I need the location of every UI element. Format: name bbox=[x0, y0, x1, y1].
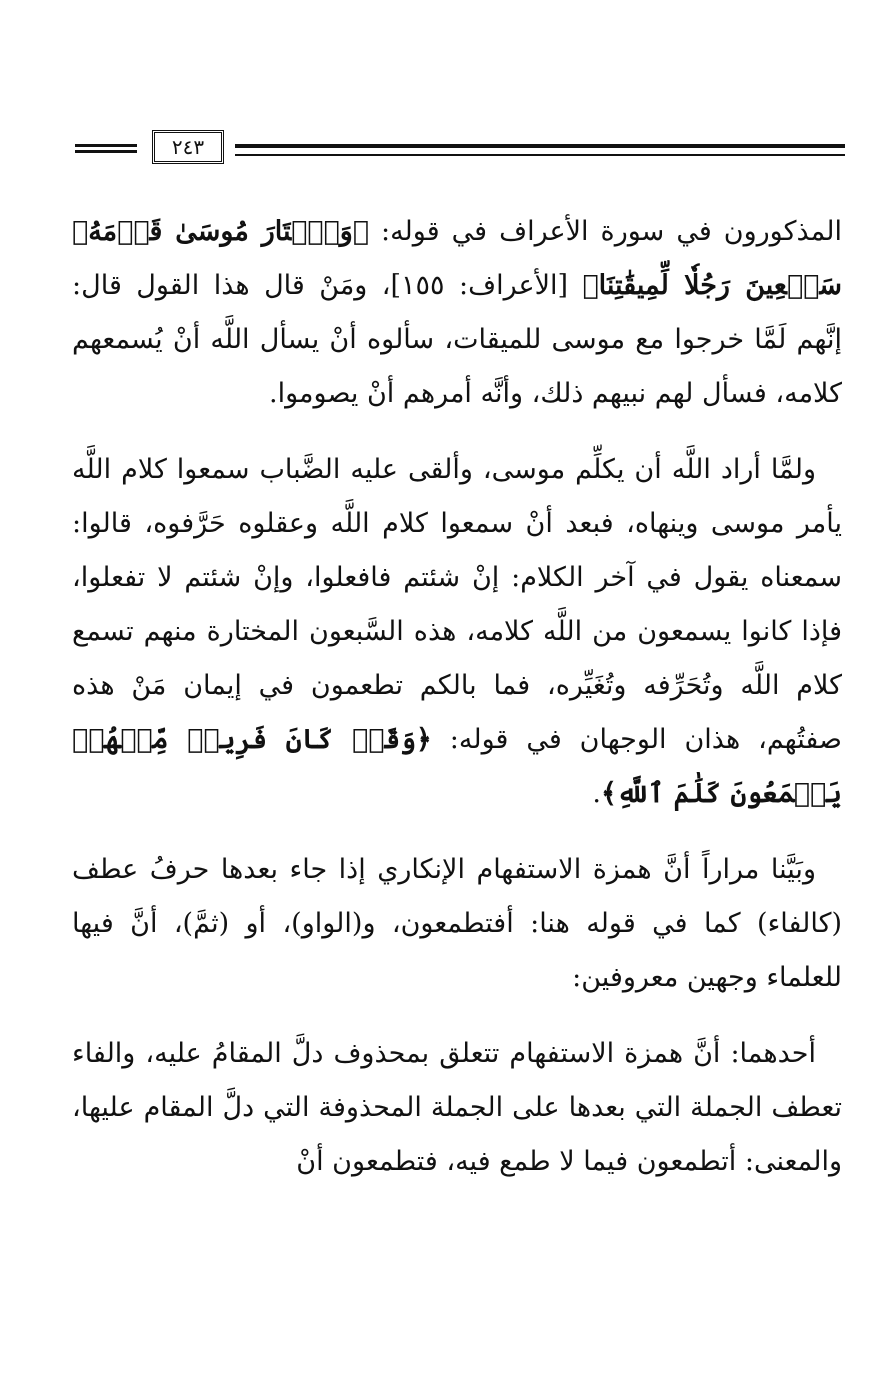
page-number: ٢٤٣ bbox=[171, 135, 205, 159]
quran-verse: ﴿وَقَدۡ كَانَ فَرِيقٞ مِّنۡهُمۡ يَسۡمَعُونَ كَلَٰمَ ٱللَّهِ﴾ bbox=[72, 724, 842, 809]
paragraph-4 bbox=[72, 1027, 842, 1189]
paragraph-text: . bbox=[592, 778, 601, 809]
paragraph-1 bbox=[72, 205, 842, 421]
quran-verse: ﴿وَٱخۡتَارَ مُوسَىٰ قَوۡمَهُۥ سَبۡعِينَ رَجُلٗا لِّمِيقَٰتِنَا﴾ bbox=[72, 216, 842, 301]
page-header bbox=[75, 128, 845, 168]
paragraph-text: ولمَّا أراد اللَّه أن يكلِّم موسى، وألقى عليه الضَّباب سمعوا كلام اللَّه يأمر موسى وينهاه، فبعد أنْ سمعوا كلام اللَّه وعقلوه حَرَّفوه، قالوا: سمعناه يقول في آخر الكلام: إنْ شئتم فافعلوا، وإنْ شئتم لا تفعلوا، فإذا كانوا يسمعون من اللَّه كلامه، هذه السَّبعون المختارة منهم تسمع كلام اللَّه وتُحَرِّفه وتُغَيِّره، فما بالكم تطعمون في إيمان مَنْ هذه صفتُهم، هذان الوجهان في قوله: bbox=[72, 454, 842, 755]
header-rule-right bbox=[235, 144, 845, 156]
body-text bbox=[72, 205, 842, 1189]
paragraph-2 bbox=[72, 443, 842, 821]
page-number-box bbox=[152, 130, 224, 164]
header-rule-left bbox=[75, 144, 137, 153]
paragraph-text: وبَيَّنا مراراً أنَّ همزة الاستفهام الإنكاري إذا جاء بعدها حرفُ عطف (كالفاء) كما في قوله هنا: أفتطمعون، و(الواو)، أو (ثمَّ)، أنَّ فيها للعلماء وجهين معروفين: bbox=[72, 854, 842, 993]
paragraph-text: [الأعراف: ١٥٥]، ومَنْ قال هذا القول قال: إنَّهم لَمَّا خرجوا مع موسى للميقات، سألوه أنْ يسأل اللَّه أنْ يُسمعهم كلامه، فسأل لهم نبيهم ذلك، وأنَّه أمرهم أنْ يصوموا. bbox=[72, 270, 842, 409]
paragraph-text: أحدهما: أنَّ همزة الاستفهام تتعلق بمحذوف دلَّ المقامُ عليه، والفاء تعطف الجملة التي بعدها على الجملة المحذوفة التي دلَّ المقام عليها، والمعنى: أتطمعون فيما لا طمع فيه، فتطمعون أنْ bbox=[72, 1038, 842, 1177]
paragraph-text: المذكورون في سورة الأعراف في قوله: bbox=[368, 216, 842, 247]
paragraph-3 bbox=[72, 843, 842, 1005]
